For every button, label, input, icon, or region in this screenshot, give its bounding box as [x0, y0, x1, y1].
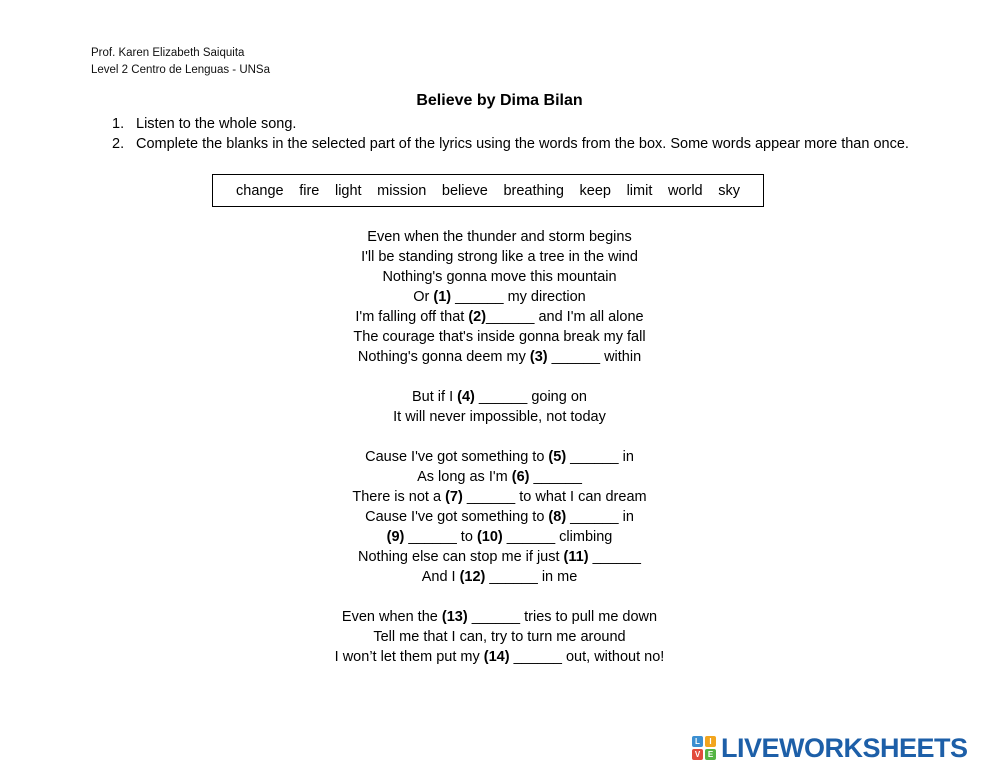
lyric-line: [0, 607, 999, 627]
lyric-text: I'm falling off that: [355, 309, 469, 325]
blank-13[interactable]: ______ tries to pull me down: [467, 609, 658, 625]
lyric-text: Or: [413, 289, 434, 305]
blank-9[interactable]: ______ to: [404, 529, 477, 545]
blank-number: (10): [476, 529, 503, 545]
instruction-number: 2.: [112, 136, 125, 152]
blank-number: (14): [483, 649, 510, 665]
word-bank-item: breathing: [503, 182, 564, 199]
course-level: Level 2 Centro de Lenguas - UNSa: [91, 64, 270, 76]
word-bank-item: world: [667, 182, 703, 199]
lyric-line: [0, 547, 999, 567]
logo-text: LIVEWORKSHEETS: [721, 732, 968, 763]
lyric-text: But if I: [412, 389, 458, 405]
word-bank-item: change: [236, 182, 284, 199]
lyric-line: [0, 307, 999, 327]
word-bank-item: believe: [441, 182, 488, 199]
lyric-text: Cause I've got something to: [365, 449, 549, 465]
logo-tile: V: [692, 749, 703, 760]
word-bank-item: mission: [377, 182, 427, 199]
blank-number: (9): [386, 529, 405, 545]
blank-12[interactable]: ______ in me: [485, 569, 578, 585]
blank-6[interactable]: ______: [529, 469, 582, 485]
word-bank-item: sky: [718, 182, 740, 199]
blank-2[interactable]: ______ and I'm all alone: [486, 309, 644, 325]
instruction-text: Complete the blanks in the selected part of the lyrics using the words from the box. Some words appear more than once.: [136, 136, 909, 152]
lyric-line: Even when the thunder and storm begins: [367, 229, 632, 245]
lyric-text: There is not a: [352, 489, 446, 505]
blank-14[interactable]: ______ out, without no!: [509, 649, 665, 665]
logo-tiles-icon: [692, 736, 716, 760]
lyric-line: [0, 527, 999, 547]
blank-number: (8): [548, 509, 567, 525]
blank-number: (5): [548, 449, 567, 465]
lyric-line: [0, 647, 999, 667]
lyric-line: Tell me that I can, try to turn me around: [373, 629, 626, 645]
blank-number: (6): [511, 469, 530, 485]
blank-11[interactable]: ______: [588, 549, 641, 565]
lyric-line: The courage that's inside gonna break my fall: [353, 329, 646, 345]
word-bank-item: limit: [626, 182, 653, 199]
word-box: [212, 174, 764, 207]
lyric-line: [0, 487, 999, 507]
blank-10[interactable]: ______ climbing: [502, 529, 613, 545]
lyric-text: I won’t let them put my: [334, 649, 484, 665]
lyric-line: [0, 467, 999, 487]
logo-tile: I: [705, 736, 716, 747]
logo-tile: L: [692, 736, 703, 747]
lyric-line: I'll be standing strong like a tree in the wind: [361, 249, 638, 265]
lyric-text: Nothing else can stop me if just: [358, 549, 564, 565]
liveworksheets-logo[interactable]: [692, 733, 968, 763]
blank-1[interactable]: ______ my direction: [451, 289, 586, 305]
blank-number: (4): [457, 389, 475, 405]
blank-number: (3): [529, 349, 548, 365]
lyric-line: [0, 387, 999, 407]
word-bank-item: keep: [579, 182, 611, 199]
instruction-item: [112, 134, 912, 154]
blank-7[interactable]: ______ to what I can dream: [462, 489, 647, 505]
instruction-text: Listen to the whole song.: [136, 116, 297, 132]
teacher-name: Prof. Karen Elizabeth Saiquita: [91, 47, 245, 59]
lyric-line: [0, 567, 999, 587]
blank-8[interactable]: ______ in: [566, 509, 634, 525]
blank-number: (12): [459, 569, 486, 585]
lyric-text: Even when the: [341, 609, 442, 625]
logo-tile: E: [705, 749, 716, 760]
blank-5[interactable]: ______ in: [566, 449, 634, 465]
instruction-number: 1.: [112, 116, 125, 132]
word-bank-item: fire: [299, 182, 320, 199]
instructions-list: [112, 114, 912, 154]
blank-number: (2): [468, 309, 487, 325]
teacher-header: [91, 45, 270, 79]
lyric-text: As long as I'm: [417, 469, 512, 485]
blank-number: (11): [563, 549, 589, 565]
lyrics: [0, 227, 999, 667]
blank-3[interactable]: ______ within: [547, 349, 642, 365]
blank-number: (7): [445, 489, 463, 505]
worksheet-title: Believe by Dima Bilan: [416, 92, 583, 109]
lyric-line: [0, 347, 999, 367]
blank-4[interactable]: ______ going on: [474, 389, 587, 405]
lyric-text: Cause I've got something to: [365, 509, 549, 525]
lyric-line: [0, 287, 999, 307]
lyric-line: It will never impossible, not today: [393, 409, 606, 425]
blank-number: (13): [441, 609, 468, 625]
lyric-text: Nothing's gonna deem my: [357, 349, 530, 365]
lyric-line: [0, 507, 999, 527]
lyric-line: [0, 447, 999, 467]
word-bank-item: light: [334, 182, 362, 199]
instruction-item: [112, 114, 912, 134]
lyric-line: Nothing's gonna move this mountain: [382, 269, 617, 285]
blank-number: (1): [433, 289, 452, 305]
lyric-text: And I: [421, 569, 460, 585]
